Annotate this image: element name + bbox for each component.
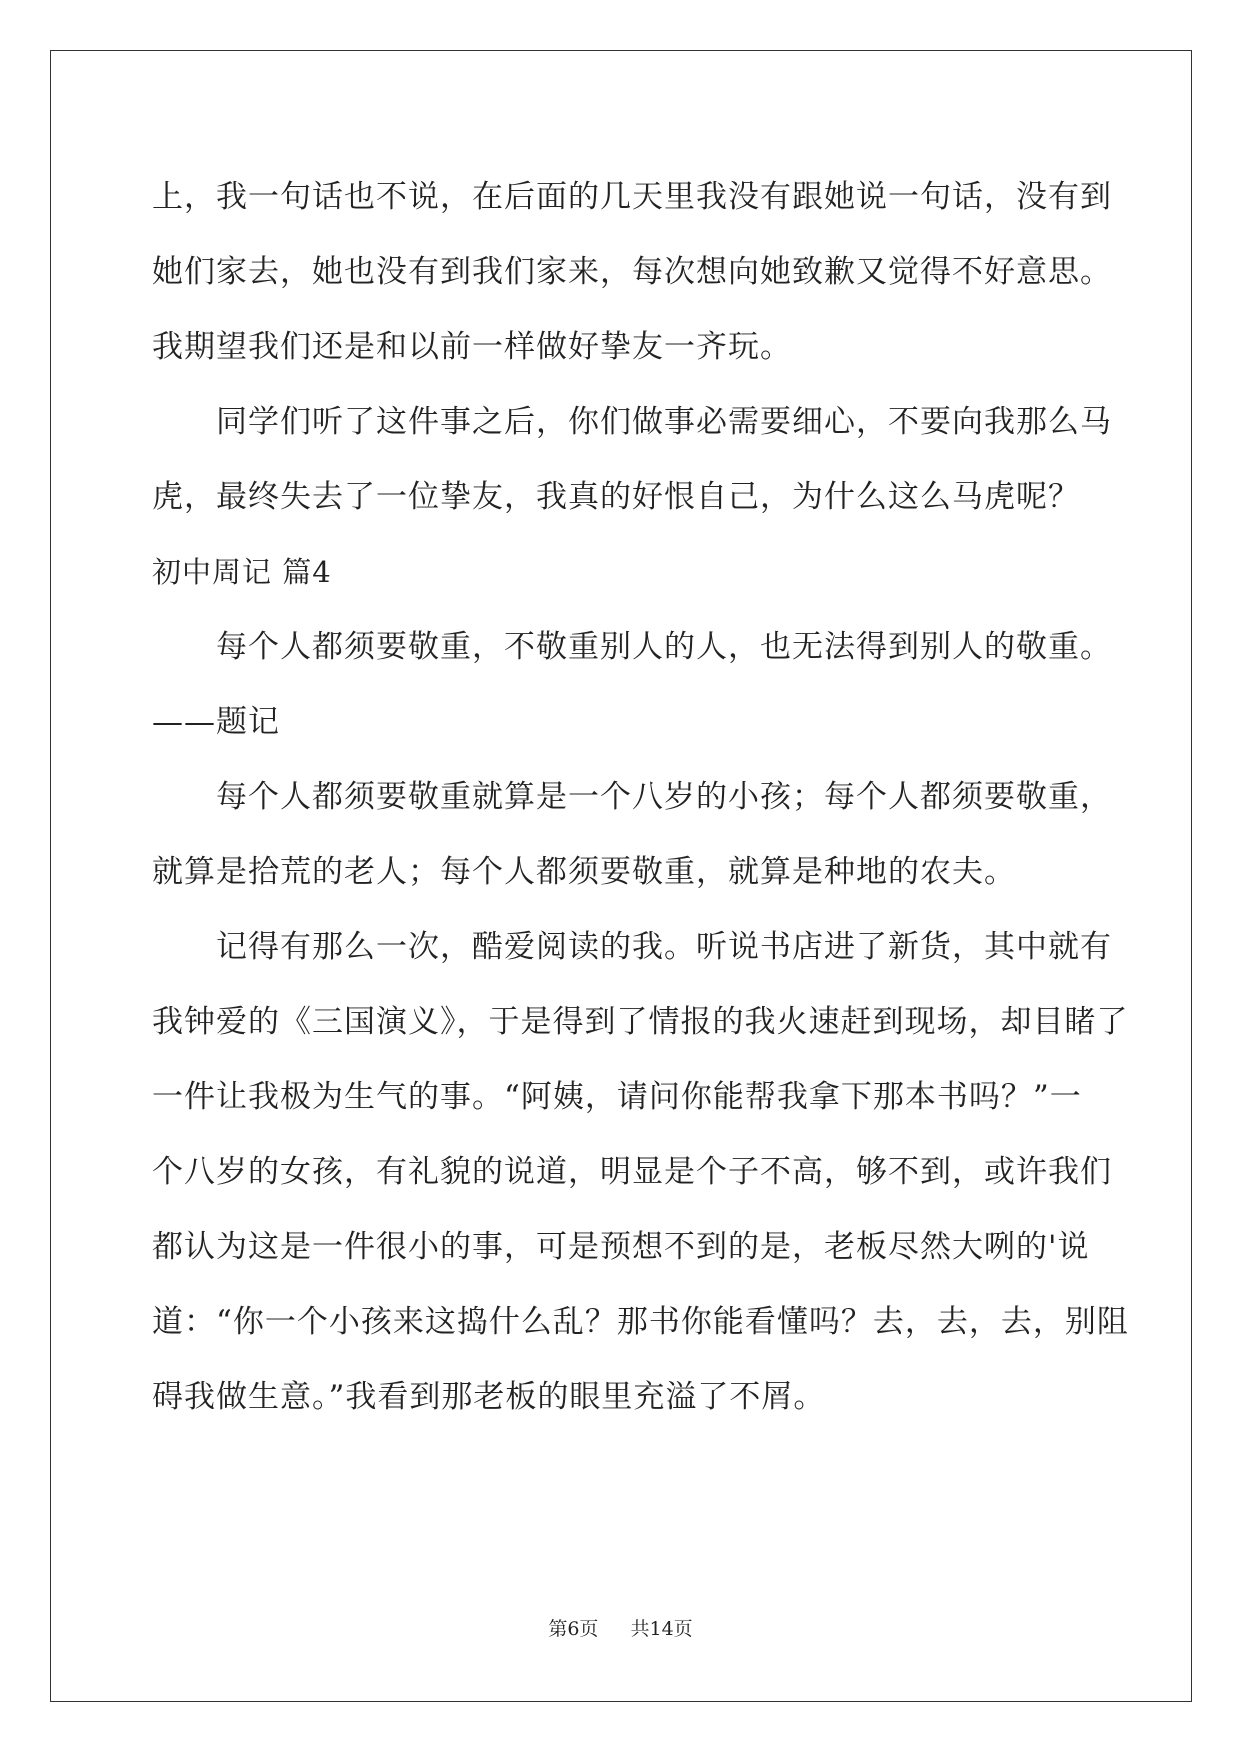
document-body xyxy=(152,160,1129,1435)
paragraph-start-line: 每个人都须要敬重就算是一个八岁的小孩；每个人都须要敬重， xyxy=(216,779,1112,815)
text-line: 她们家去，她也没有到我们家来，每次想向她致歉又觉得不好意思。 xyxy=(152,254,1112,290)
text-line: 就算是拾荒的老人；每个人都须要敬重，就算是种地的农夫。 xyxy=(152,854,1016,890)
text-line: 虎，最终失去了一位挚友，我真的好恨自己，为什么这么马虎呢？ xyxy=(152,479,1080,515)
text-line: 我期望我们还是和以前一样做好挚友一齐玩。 xyxy=(152,329,792,365)
paragraph-start-line: 同学们听了这件事之后，你们做事必需要细心，不要向我那么马 xyxy=(216,404,1112,440)
text-line: 道：“你一个小孩来这捣什么乱？那书你能看懂吗？去，去，去，别阻 xyxy=(152,1304,1129,1340)
text-line: 上，我一句话也不说，在后面的几天里我没有跟她说一句话，没有到 xyxy=(152,179,1112,215)
text-line: 我钟爱的《三国演义》，于是得到了情报的我火速赶到现场，却目睹了 xyxy=(152,1004,1129,1040)
text-line: 都认为这是一件很小的事，可是预想不到的是，老板尽然大咧的'说 xyxy=(152,1229,1090,1265)
page-total: 共14页 xyxy=(630,1618,693,1640)
page-footer xyxy=(0,1614,1241,1641)
epigraph-attribution: ——题记 xyxy=(152,704,280,740)
section-heading: 初中周记 篇4 xyxy=(152,555,332,589)
paragraph-start-line: 记得有那么一次，酷爱阅读的我。听说书店进了新货，其中就有 xyxy=(216,929,1112,965)
page-number: 第6页 xyxy=(548,1618,599,1640)
text-line: 个八岁的女孩，有礼貌的说道，明显是个子不高，够不到，或许我们 xyxy=(152,1154,1112,1190)
text-line: 碍我做生意。”我看到那老板的眼里充溢了不屑。 xyxy=(152,1379,826,1415)
epigraph-line: 每个人都须要敬重，不敬重别人的人，也无法得到别人的敬重。 xyxy=(216,629,1112,665)
text-line: 一件让我极为生气的事。“阿姨，请问你能帮我拿下那本书吗？”一 xyxy=(152,1079,1082,1115)
